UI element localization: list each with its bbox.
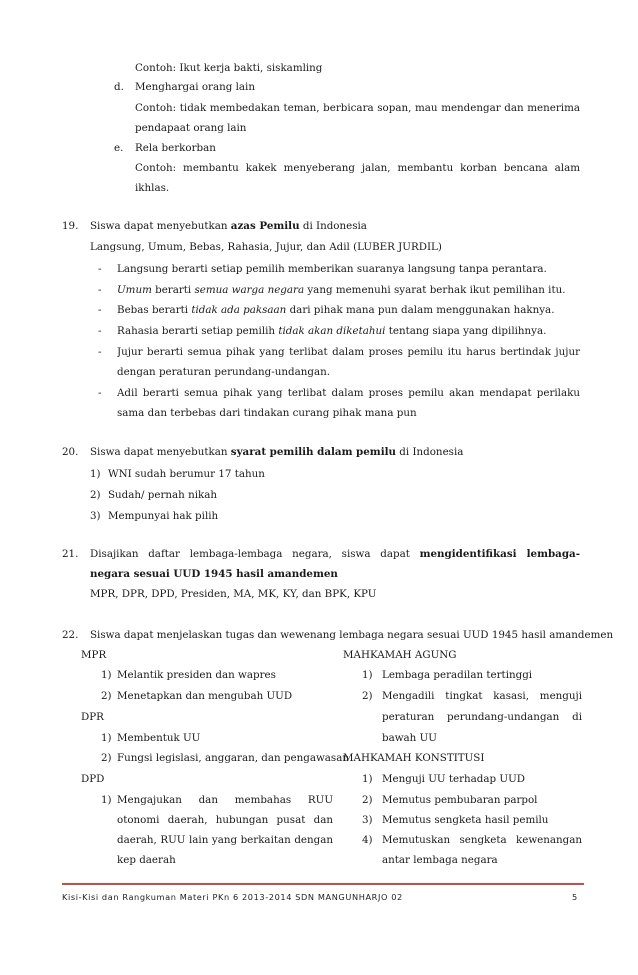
section-heading: MAHKAMAH KONSTITUSI	[343, 752, 485, 764]
list-item-text: WNI sudah berumur 17 tahun	[108, 468, 265, 480]
list-item-text: Mengajukan dan membahas RUU	[117, 794, 333, 806]
question-text: Siswa dapat menyebutkan syarat pemilih dalam pemilu di Indonesia	[90, 446, 464, 458]
question-text-bold: negara sesuai UUD 1945 hasil amandemen	[90, 568, 338, 580]
footer-divider	[62, 883, 584, 885]
list-item-text: Bebas berarti tidak ada paksaan dari pihak mana pun dalam menggunakan haknya.	[117, 304, 555, 316]
list-item-text: daerah, RUU lain yang berkaitan dengan	[117, 834, 333, 846]
list-item-text: bawah UU	[382, 732, 437, 744]
question-text: Siswa dapat menjelaskan tugas dan wewenang lembaga negara sesuai UUD 1945 hasil amandemen	[90, 629, 614, 641]
list-marker: 3)	[362, 814, 373, 826]
example-text: pendapaat orang lain	[135, 122, 247, 134]
list-item-text: antar lembaga negara	[382, 854, 498, 866]
list-marker: 2)	[362, 794, 373, 806]
list-item-text: Melantik presiden dan wapres	[117, 669, 276, 681]
list-item-text: Menghargai orang lain	[135, 81, 255, 93]
list-item-text: otonomi daerah, hubungan pusat dan	[117, 814, 333, 826]
footer-text: Kisi-Kisi dan Rangkuman Materi PKn 6 2013-2014 SDN MANGUNHARJO 02	[62, 892, 403, 902]
dash-marker: -	[98, 325, 102, 337]
question-number: 22.	[62, 629, 79, 641]
list-item-text: kep daerah	[117, 854, 176, 866]
list-marker: 4)	[362, 834, 373, 846]
list-item-text: Memutuskan sengketa kewenangan	[382, 834, 582, 846]
list-marker: 2)	[101, 752, 112, 764]
list-marker: 1)	[362, 773, 373, 785]
section-heading: DPR	[81, 711, 104, 723]
question-text: Siswa dapat menyebutkan azas Pemilu di Indonesia	[90, 220, 367, 232]
list-item-text: peraturan perundang-undangan di	[382, 711, 582, 723]
list-marker: 2)	[90, 489, 101, 501]
list-item-text: Rela berkorban	[135, 142, 216, 154]
example-text: ikhlas.	[135, 182, 170, 194]
section-heading: DPD	[81, 773, 105, 785]
list-item-text: Memutus sengketa hasil pemilu	[382, 814, 549, 826]
answer-summary: Langsung, Umum, Bebas, Rahasia, Jujur, dan Adil (LUBER JURDIL)	[90, 241, 442, 253]
list-item-text: dengan peraturan perundang-undangan.	[117, 366, 330, 378]
section-heading: MAHKAMAH AGUNG	[343, 649, 457, 661]
dash-marker: -	[98, 346, 102, 358]
list-item-text: Adil berarti semua pihak yang terlibat dalam proses pemilu akan mendapat perilaku	[117, 387, 580, 399]
example-text: Contoh: membantu kakek menyeberang jalan, membantu korban bencana alam	[135, 162, 580, 174]
list-item-text: Mempunyai hak pilih	[108, 510, 219, 522]
list-marker: 2)	[362, 690, 373, 702]
list-item-text: Membentuk UU	[117, 732, 201, 744]
list-item-text: Sudah/ pernah nikah	[108, 489, 218, 501]
list-marker: 1)	[101, 732, 112, 744]
list-marker: 1)	[101, 669, 112, 681]
answer-text: MPR, DPR, DPD, Presiden, MA, MK, KY, dan BPK, KPU	[90, 588, 377, 600]
page-number: 5	[572, 892, 578, 902]
list-marker: 1)	[90, 468, 101, 480]
question-text: Disajikan daftar lembaga-lembaga negara, siswa dapat mengidentifikasi lembaga-	[90, 548, 580, 560]
list-marker: e.	[114, 142, 124, 154]
example-text: Contoh: tidak membedakan teman, berbicara sopan, mau mendengar dan menerima	[135, 102, 580, 114]
list-item-text: Langsung berarti setiap pemilih memberikan suaranya langsung tanpa perantara.	[117, 263, 547, 275]
list-marker: 3)	[90, 510, 101, 522]
list-item-text: Mengadili tingkat kasasi, menguji	[382, 690, 582, 702]
section-heading: MPR	[81, 649, 107, 661]
list-item-text: Jujur berarti semua pihak yang terlibat dalam proses pemilu itu harus bertindak jujur	[117, 346, 580, 358]
list-item-text: Memutus pembubaran parpol	[382, 794, 538, 806]
list-marker: 1)	[362, 669, 373, 681]
list-item-text: Menetapkan dan mengubah UUD	[117, 690, 293, 702]
list-item-text: Lembaga peradilan tertinggi	[382, 669, 533, 681]
list-item-text: Rahasia berarti setiap pemilih tidak akan diketahui tentang siapa yang dipilihnya.	[117, 325, 547, 337]
question-number: 21.	[62, 548, 79, 560]
list-marker: 1)	[101, 794, 112, 806]
dash-marker: -	[98, 263, 102, 275]
question-number: 19.	[62, 220, 79, 232]
list-item-text: sama dan terbebas dari tindakan curang pihak mana pun	[117, 407, 417, 419]
dash-marker: -	[98, 284, 102, 296]
question-number: 20.	[62, 446, 79, 458]
list-item-text: Umum berarti semua warga negara yang memenuhi syarat berhak ikut pemilihan itu.	[117, 284, 566, 296]
list-marker: 2)	[101, 690, 112, 702]
example-text: Contoh: Ikut kerja bakti, siskamling	[135, 62, 323, 74]
list-item-text: Fungsi legislasi, anggaran, dan pengawasan	[117, 752, 349, 764]
dash-marker: -	[98, 387, 102, 399]
dash-marker: -	[98, 304, 102, 316]
list-marker: d.	[114, 81, 124, 93]
list-item-text: Menguji UU terhadap UUD	[382, 773, 526, 785]
